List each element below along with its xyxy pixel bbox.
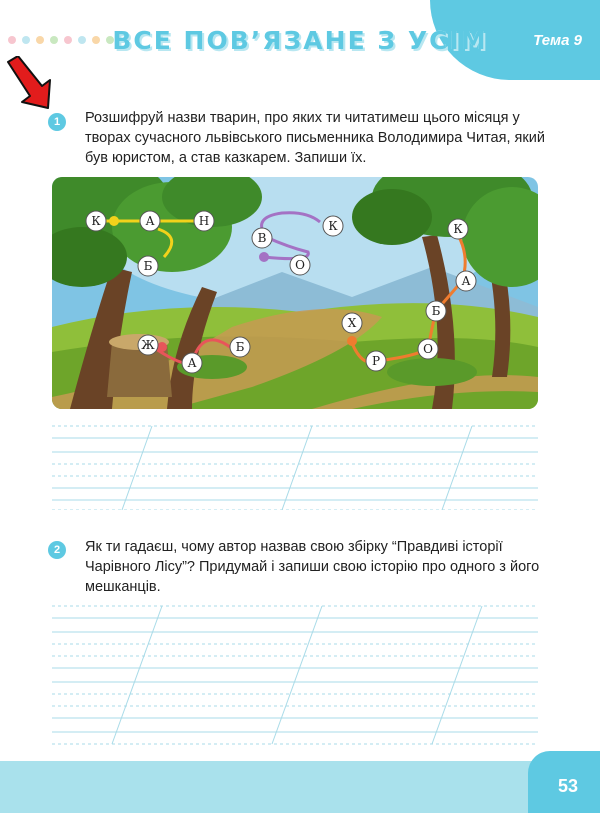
task-number: 2: [48, 541, 66, 559]
puzzle-letter: Б: [431, 304, 441, 318]
red-arrow-icon: [4, 56, 52, 112]
puzzle-letter: Ж: [141, 338, 155, 352]
puzzle-letter: Р: [371, 354, 381, 368]
writing-lines[interactable]: [52, 420, 538, 510]
puzzle-letter: К: [328, 219, 338, 233]
topic-label: Тема 9: [533, 32, 582, 49]
task-number: 1: [48, 113, 66, 131]
page-number: 53: [557, 776, 578, 796]
puzzle-letter: А: [187, 356, 197, 370]
task-2-text: Як ти гадаєш, чому автор назвав свою збірку “Правдиві історії Чарівного Лісу”? Придумай і запиши свою історію про одного з його мешканців.: [85, 539, 540, 595]
writing-lines[interactable]: [52, 604, 538, 750]
puzzle-letter: В: [257, 231, 267, 245]
footer-band: [0, 761, 600, 813]
puzzle-letter: Х: [347, 316, 357, 330]
forest-illustration: [52, 177, 538, 409]
puzzle-letter: О: [295, 258, 305, 272]
page-title: ВСЕ ПОВ’ЯЗАНЕ З УСІМ: [112, 26, 488, 55]
puzzle-letter: Б: [143, 259, 153, 273]
puzzle-letter: А: [145, 214, 155, 228]
puzzle-letter: А: [461, 274, 471, 288]
puzzle-letter: К: [453, 222, 463, 236]
puzzle-letter: Б: [235, 340, 245, 354]
puzzle-letter: К: [91, 214, 101, 228]
puzzle-letter: Н: [198, 214, 210, 228]
task-1-text: Розшифруй назви тварин, про яких ти читатимеш цього місяця у творах сучасного львівського письменника Володимира Читая, який був юристом, а став казкарем. Запиши їх.: [85, 110, 545, 166]
puzzle-letter: О: [423, 342, 433, 356]
